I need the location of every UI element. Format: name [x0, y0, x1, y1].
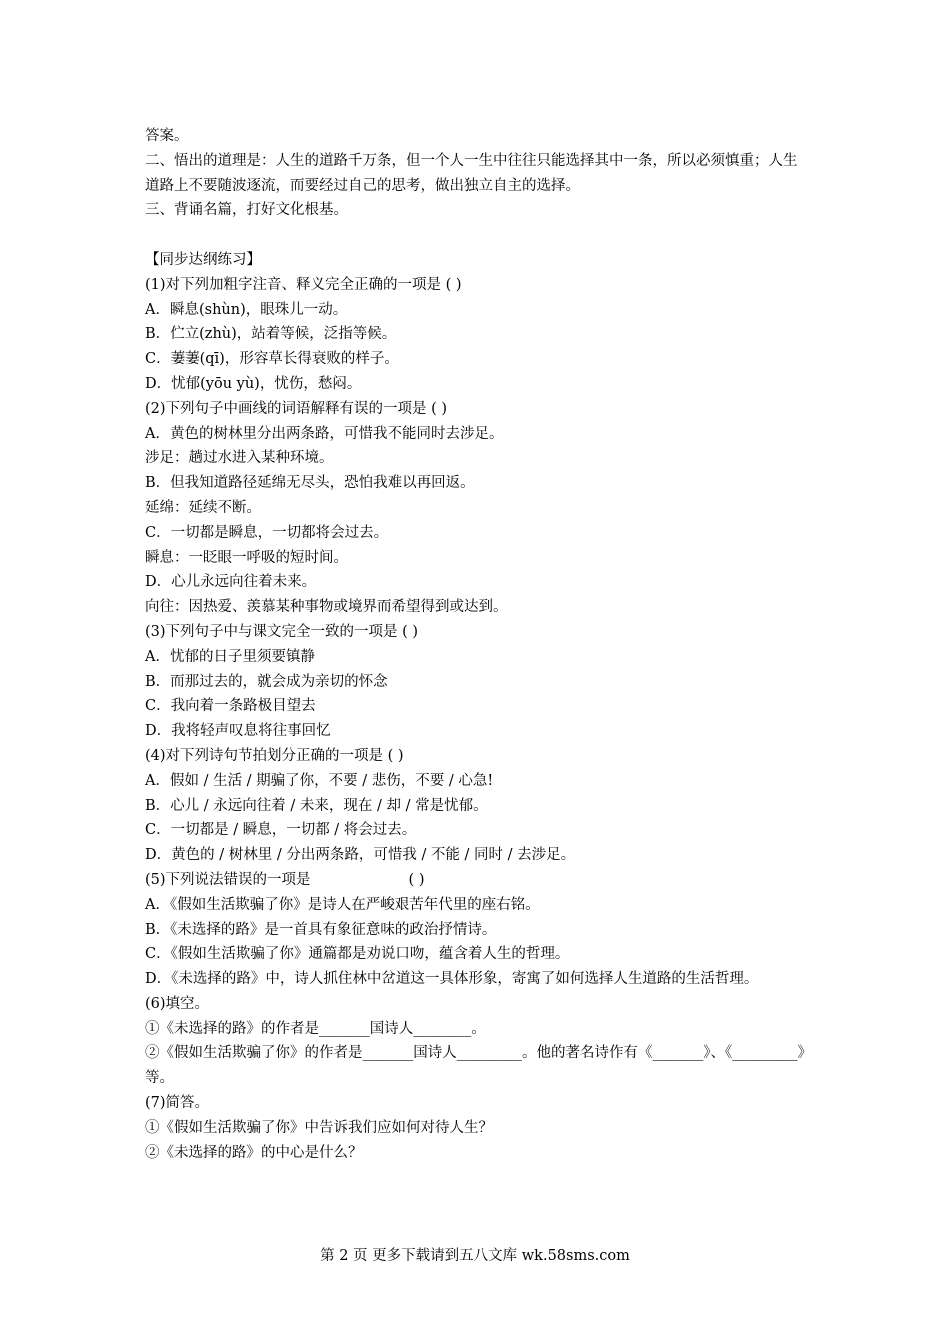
document-body [145, 124, 810, 1165]
q2-stem: (2)下列句子中画线的词语解释有误的一项是 ( ) [145, 400, 448, 417]
q5-option-d: D．《未选择的路》中，诗人抓住林中岔道这一具体形象，寄寓了如何选择人生道路的生活哲理。 [145, 971, 759, 988]
q2-option-d: D．心儿永远向往着未来。 [145, 574, 317, 591]
q3-option-d: D．我将轻声叹息将往事回忆 [145, 723, 331, 740]
q1-stem: (1)对下列加粗字注音、释义完全正确的一项是 ( ) [145, 276, 462, 293]
q6-item-2: ②《假如生活欺骗了你》的作者是_______国诗人_________。他的著名诗作有《_______》、《_________》等。 [145, 1045, 805, 1087]
page-footer: 第 2 页 更多下载请到五八文库 wk.58sms.com [320, 1248, 630, 1264]
q4-option-d: D．黄色的 / 树林里 / 分出两条路，可惜我 / 不能 / 同时 / 去涉足。 [145, 847, 576, 864]
q5-option-c: C．《假如生活欺骗了你》通篇都是劝说口吻，蕴含着人生的哲理。 [145, 946, 570, 963]
q1-option-d: D．忧郁(yōu yù)，忧伤，愁闷。 [145, 375, 362, 392]
q4-option-c: C．一切都是 / 瞬息，一切都 / 将会过去。 [145, 822, 417, 839]
q6-item-1: ①《未选择的路》的作者是_______国诗人________。 [145, 1020, 486, 1037]
q3-option-a: A．忧郁的日子里须要镇静 [145, 648, 315, 665]
q1-option-b: B．伫立(zhù)，站着等候，泛指等候。 [145, 326, 397, 343]
q3-option-c: C．我向着一条路极目望去 [145, 698, 316, 715]
intro-line-2: 二、悟出的道理是：人生的道路千万条，但一个人一生中往往只能选择其中一条，所以必须慎重；人生道路上不要随波逐流，而要经过自己的思考，做出独立自主的选择。 [145, 152, 798, 194]
q5-answer-paren: ( ) [408, 871, 425, 888]
intro-line-1: 答案。 [145, 128, 189, 144]
q5-option-a: A．《假如生活欺骗了你》是诗人在严峻艰苦年代里的座右铭。 [145, 896, 540, 913]
q3-stem: (3)下列句子中与课文完全一致的一项是 ( ) [145, 623, 419, 640]
q1-option-c: C．萋萋(qī)，形容草长得衰败的样子。 [145, 351, 399, 368]
q4-option-a: A．假如 / 生活 / 期骗了你，不要 / 悲伤，不要 / 心急! [145, 772, 494, 789]
q5-stem-line [145, 868, 810, 893]
q2-note-d: 向往：因热爱、羡慕某种事物或境界而希望得到或达到。 [145, 599, 508, 616]
q7-item-2: ②《未选择的路》的中心是什么？ [145, 1144, 363, 1161]
q2-option-b: B．但我知道路径延绵无尽头，恐怕我难以再回返。 [145, 475, 475, 492]
q5-option-b: B．《未选择的路》是一首具有象征意味的政治抒情诗。 [145, 921, 497, 938]
q2-note-c: 瞬息：一眨眼一呼吸的短时间。 [145, 549, 348, 566]
q1-option-a: A．瞬息(shùn)，眼珠儿一动。 [145, 301, 348, 318]
q7-item-1: ①《假如生活欺骗了你》中告诉我们应如何对待人生？ [145, 1119, 493, 1136]
q2-option-c: C．一切都是瞬息，一切都将会过去。 [145, 524, 389, 541]
q6-stem: (6)填空。 [145, 995, 210, 1012]
q5-stem: (5)下列说法错误的一项是 [145, 871, 311, 888]
q2-note-a: 涉足：趟过水进入某种环境。 [145, 450, 334, 467]
q2-note-b: 延绵：延续不断。 [145, 499, 261, 516]
intro-line-3: 三、背诵名篇，打好文化根基。 [145, 202, 348, 219]
section-title: 【同步达纲练习】 [145, 251, 261, 268]
blank-line [145, 223, 810, 248]
q2-option-a: A．黄色的树林里分出两条路，可惜我不能同时去涉足。 [145, 425, 504, 442]
q4-option-b: B．心儿 / 永远向往着 / 未来，现在 / 却 / 常是忧郁。 [145, 797, 488, 814]
q7-stem: (7)简答。 [145, 1095, 210, 1112]
q3-option-b: B．而那过去的，就会成为亲切的怀念 [145, 673, 388, 690]
q4-stem: (4)对下列诗句节拍划分正确的一项是 ( ) [145, 747, 404, 764]
